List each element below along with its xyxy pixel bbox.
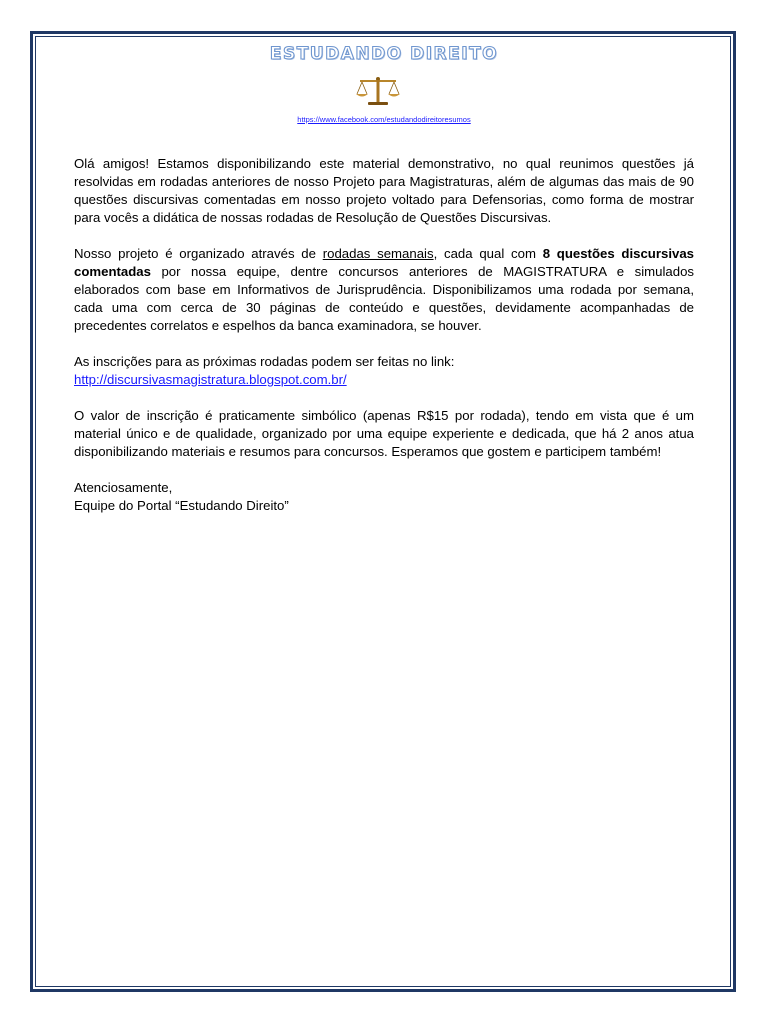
scales-of-justice-icon bbox=[355, 75, 401, 107]
paragraph-project-text-c: por nossa equipe, dentre concursos anteriores de MAGISTRATURA e simulados elaborados com base em Informativos de Jurisprudência. Disponibilizamos uma rodada por semana, cada uma com cerca de 30 páginas de conteúdo e questões, devidamente acompanhadas de precedentes correlatos e espelhos da banca examinadora, se houver. bbox=[74, 264, 694, 333]
document-body bbox=[74, 155, 694, 533]
paragraph-project bbox=[74, 245, 694, 335]
document-title: ESTUDANDO DIREITO bbox=[269, 44, 499, 64]
enrollment-text: As inscrições para as próximas rodadas podem ser feitas no link: bbox=[74, 354, 455, 369]
questions-count-emphasis: 8 questões discursivas comentadas bbox=[74, 246, 694, 279]
paragraph-enrollment bbox=[74, 353, 694, 389]
signature-block bbox=[74, 479, 694, 515]
paragraph-intro: Olá amigos! Estamos disponibilizando este material demonstrativo, no qual reunimos questões já resolvidas em rodadas anteriores de nosso Projeto para Magistraturas, além de algumas das mais de 90 questões discursivas comentadas em nosso projeto voltado para Defensorias, como forma de mostrar para vocês a didática de nossas rodadas de Resolução de Questões Discursivas. bbox=[74, 156, 694, 225]
enrollment-link[interactable]: http://discursivasmagistratura.blogspot.com.br/ bbox=[74, 372, 347, 387]
weekly-rounds-emphasis: rodadas semanais bbox=[322, 246, 434, 261]
facebook-link[interactable]: https://www.facebook.com/estudandodireitoresumos bbox=[297, 115, 471, 124]
paragraph-project-text-b: , cada qual com bbox=[433, 246, 543, 261]
paragraph-project-text-a: Nosso projeto é organizado através de bbox=[74, 246, 323, 261]
closing-text: Atenciosamente, bbox=[74, 480, 173, 495]
paragraph-price: O valor de inscrição é praticamente simbólico (apenas R$15 por rodada), tendo em vista que é um material único e de qualidade, organizado por uma equipe experiente e dedicada, que há 2 anos atua disponibilizando materiais e resumos para concursos. Esperamos que gostem e participem também! bbox=[74, 408, 694, 459]
signature-text: Equipe do Portal “Estudando Direito” bbox=[74, 498, 289, 513]
